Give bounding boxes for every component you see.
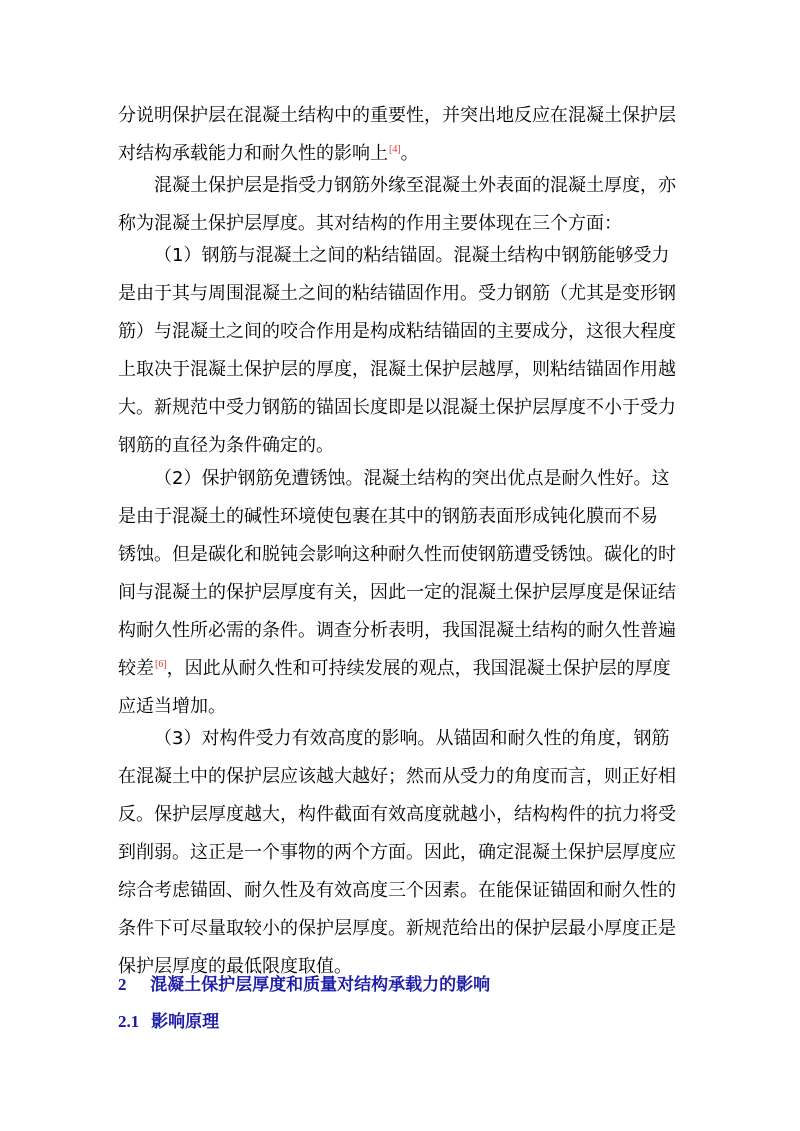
- text-line: 构耐久性所必需的条件。调查分析表明，我国混凝土结构的耐久性普遍: [118, 620, 676, 641]
- subsection-number: 2.1: [118, 1012, 140, 1031]
- citation-ref[interactable]: [6]: [155, 659, 167, 670]
- text-line: 综合考虑锚固、耐久性及有效高度三个因素。在能保证锚固和耐久性的: [118, 880, 676, 901]
- section-number: 2: [118, 975, 127, 994]
- text-line: 混凝土保护层是指受力钢筋外缘至混凝土外表面的混凝土厚度，亦: [154, 175, 676, 196]
- section-heading: [118, 970, 490, 995]
- text-line: 大。新规范中受力钢筋的锚固长度即是以混凝土保护层厚度不小于受力: [118, 397, 676, 418]
- text-line: 在混凝土中的保护层应该越大越好；然而从受力的角度而言，则正好相: [118, 766, 676, 787]
- text-line: （3）对构件受力有效高度的影响。从锚固和耐久性的角度，钢筋: [154, 728, 670, 749]
- text-line: 较差[6]，因此从耐久性和可持续发展的观点，我国混凝土保护层的厚度: [118, 658, 671, 679]
- text-line: 钢筋的直径为条件确定的。: [118, 435, 334, 456]
- item1-paragraph: [118, 237, 684, 465]
- text-line: 筋）与混凝土之间的咬合作用是构成粘结锚固的主要成分，这很大程度: [118, 321, 676, 342]
- text-line: 反。保护层厚度越大，构件截面有效高度就越小，结构构件的抗力将受: [118, 804, 676, 825]
- section-title: 混凝土保护层厚度和质量对结构承载力的影响: [150, 975, 491, 995]
- text-line: 上取决于混凝土保护层的厚度，混凝土保护层越厚，则粘结锚固作用越: [118, 359, 676, 380]
- item3-paragraph: [118, 720, 684, 986]
- text-line: （2）保护钢筋免遭锈蚀。混凝土结构的突出优点是耐久性好。这: [154, 468, 670, 489]
- text-line: （1）钢筋与混凝土之间的粘结锚固。混凝土结构中钢筋能够受力: [154, 245, 670, 266]
- subsection-heading: [118, 1007, 219, 1032]
- definition-paragraph: [118, 167, 684, 243]
- text-line: 到削弱。这正是一个事物的两个方面。因此，确定混凝土保护层厚度应: [118, 842, 676, 863]
- text-line: 对结构承载能力和耐久性的影响上[4]。: [118, 143, 419, 164]
- subsection-title: 影响原理: [151, 1012, 220, 1032]
- text-line: 称为混凝土保护层厚度。其对结构的作用主要体现在三个方面：: [118, 213, 622, 234]
- text-line: 是由于其与周围混凝土之间的粘结锚固作用。受力钢筋（尤其是变形钢: [118, 283, 676, 304]
- item2-paragraph: [118, 460, 684, 726]
- text-line: 应适当增加。: [118, 696, 226, 717]
- text-line: 条件下可尽量取较小的保护层厚度。新规范给出的保护层最小厚度正是: [118, 918, 676, 939]
- text-line: 是由于混凝土的碱性环境使包裹在其中的钢筋表面形成钝化膜而不易: [118, 506, 658, 527]
- citation-ref[interactable]: [4]: [389, 144, 401, 155]
- intro-paragraph: [118, 97, 684, 173]
- text-line: 分说明保护层在混凝土结构中的重要性，并突出地反应在混凝土保护层: [118, 105, 676, 126]
- text-line: 保护层厚度的最低限度取值。: [118, 956, 352, 977]
- text-line: 锈蚀。但是碳化和脱钝会影响这种耐久性而使钢筋遭受锈蚀。碳化的时: [118, 544, 676, 565]
- text-line: 间与混凝土的保护层厚度有关，因此一定的混凝土保护层厚度是保证结: [118, 582, 676, 603]
